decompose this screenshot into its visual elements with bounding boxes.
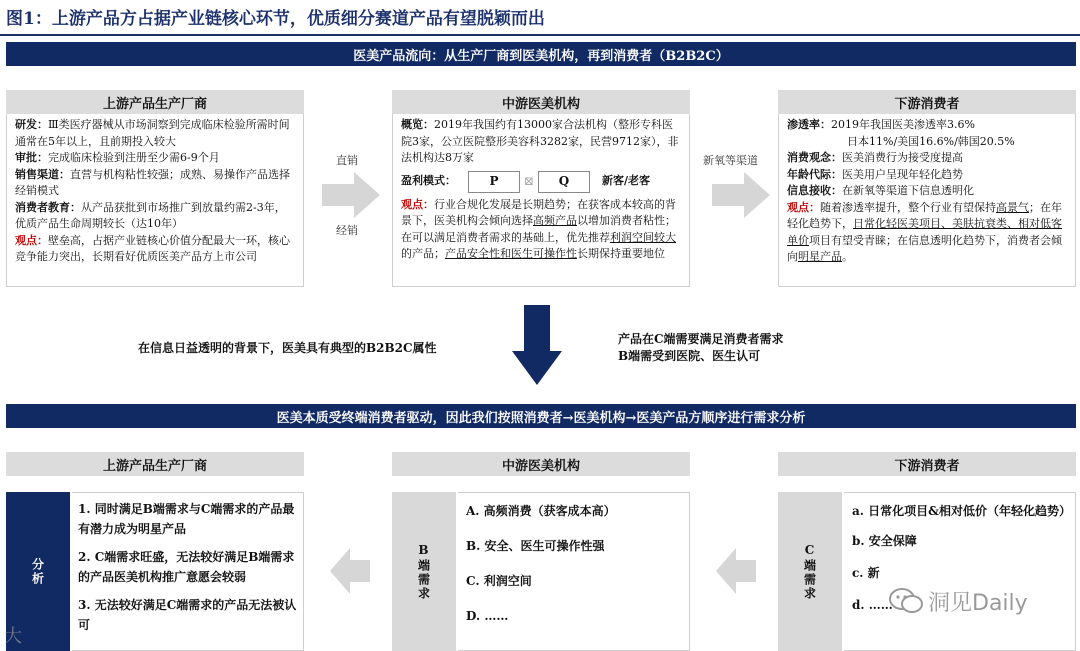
profit-model-label: 盈利模式： <box>401 174 456 188</box>
analysis-side-label: 分析 <box>6 492 70 651</box>
new-old-customer-label: 新客/老客 <box>602 174 651 188</box>
bottom-midstream-header: 中游医美机构 <box>392 452 690 476</box>
title-rule <box>0 34 1080 36</box>
watermark-left: 大 <box>4 626 22 647</box>
upstream-line-sales: 销售渠道：直营与机构粘性较强；成熟、易操作产品选择经销模式 <box>15 167 290 197</box>
upstream-line-approval: 审批：完成临床检验到注册至少需6-9个月 <box>15 151 220 164</box>
arrow-down-icon <box>512 305 562 385</box>
wechat-icon <box>888 586 924 616</box>
watermark-text: 洞见Daily <box>928 591 1028 616</box>
b-end-requirement: B端需受到医院、医生认可 <box>618 349 761 363</box>
age-generation: 年龄代际：医美用户呈现年轻化趋势 <box>787 167 963 181</box>
top-midstream-box <box>392 90 690 287</box>
penetration-line: 渗透率：2019年我国医美渗透率3.6% <box>787 118 975 131</box>
downstream-view: 观点：随着渗透率提升，整个行业有望保持高景气；在年轻化趋势下，日常化轻医美项目、美肤抗衰类、相对低客单价项目有望受青睐；在信息透明化趋势下，消费者会倾向明星产品。 <box>787 200 1062 263</box>
figure-title: 图1：上游产品方占据产业链核心环节，优质细分赛道产品有望脱颖而出 <box>6 9 545 29</box>
top-downstream-header: 下游消费者 <box>778 90 1076 114</box>
b-end-item: D. …… <box>466 609 509 623</box>
distribution-label: 经销 <box>336 224 358 237</box>
top-midstream-body <box>392 114 690 287</box>
soyoung-channel-label: 新氧等渠道 <box>703 154 758 167</box>
top-downstream-body <box>778 114 1076 287</box>
midstream-view: 观点：行业合规化发展是长期趋势；在获客成本较高的背景下，医美机构会倾向选择高频产品以增加消费者粘性；在可以满足消费者需求的基础上，优先推荐利润空间较大的产品；产品安全性和医生可操作性长期保持重要地位 <box>401 197 676 260</box>
upstream-line-education: 消费者教育：从产品获批到市场推广到放量约需2-3年，优质产品生命周期较长（达10年） <box>15 200 286 230</box>
c-end-item: a. 日常化项目&相对低价（年轻化趋势） <box>852 504 1071 518</box>
analysis-item: 1. 同时满足B端需求与C端需求的产品最有潜力成为明星产品 <box>78 502 295 536</box>
direct-sales-label: 直销 <box>336 154 358 167</box>
info-reception: 信息接收：在新氧等渠道下信息透明化 <box>787 184 974 197</box>
c-end-side-label: C端需求 <box>778 492 842 651</box>
midstream-overview: 概览：2019年我国约有13000家合法机构（整形专科医院3家，公立医院整形美容科3282家，民营9712家），非法机构达8万家 <box>401 118 679 164</box>
top-banner: 医美产品流向：从生产厂商到医美机构，再到消费者（B2B2C） <box>6 42 1076 66</box>
upstream-line-view: 观点：壁垒高，占据产业链核心价值分配最大一环，核心竞争能力突出，长期看好优质医美产品方上市公司 <box>15 233 290 263</box>
upstream-line-rd: 研发：Ⅲ类医疗器械从市场洞察到完成临床检验所需时间通常在5年以上，且前期投入较大 <box>15 118 290 148</box>
price-box: P <box>468 171 520 193</box>
analysis-list <box>72 492 304 651</box>
c-end-item: d. …… <box>852 598 893 612</box>
analysis-item: 2. C端需求旺盛，无法较好满足B端需求的产品医美机构推广意愿会较弱 <box>78 550 295 584</box>
c-end-item: b. 安全保障 <box>852 534 917 548</box>
profit-model-row <box>401 169 681 195</box>
arrow-right-icon <box>322 170 382 220</box>
c-end-requirement: 产品在C端需要满足消费者需求 <box>618 332 784 346</box>
c-end-item: c. 新 <box>852 566 880 580</box>
analysis-item: 3. 无法较好满足C端需求的产品无法被认可 <box>78 598 297 632</box>
b-end-side-label: B端需求 <box>392 492 456 651</box>
arrow-left-icon <box>330 548 370 594</box>
b-end-item: C. 利润空间 <box>466 574 532 588</box>
top-upstream-box <box>6 90 304 287</box>
quantity-box: Q <box>538 171 590 193</box>
top-upstream-header: 上游产品生产厂商 <box>6 90 304 114</box>
consumption-concept: 消费观念：医美消费行为接受度提高 <box>787 151 963 164</box>
arrow-left-icon <box>716 548 756 594</box>
bottom-downstream-header: 下游消费者 <box>778 452 1076 476</box>
top-midstream-header: 中游医美机构 <box>392 90 690 114</box>
multiply-icon: ⊠ <box>523 174 535 189</box>
b-end-list <box>458 492 690 651</box>
c-end-list <box>844 492 1076 651</box>
b-end-item: B. 安全、医生可操作性强 <box>466 539 605 553</box>
penetration-compare: 日本11%/美国16.6%/韩国20.5% <box>847 134 1015 148</box>
bottom-upstream-header: 上游产品生产厂商 <box>6 452 304 476</box>
bottom-banner: 医美本质受终端消费者驱动，因此我们按照消费者→医美机构→医美产品方顺序进行需求分析 <box>6 404 1076 428</box>
top-downstream-box <box>778 90 1076 287</box>
b-end-item: A. 高频消费（获客成本高） <box>466 504 616 518</box>
top-upstream-body <box>6 114 304 287</box>
b2b2c-statement: 在信息日益透明的背景下，医美具有典型的B2B2C属性 <box>138 341 437 355</box>
arrow-right-icon <box>712 170 772 220</box>
